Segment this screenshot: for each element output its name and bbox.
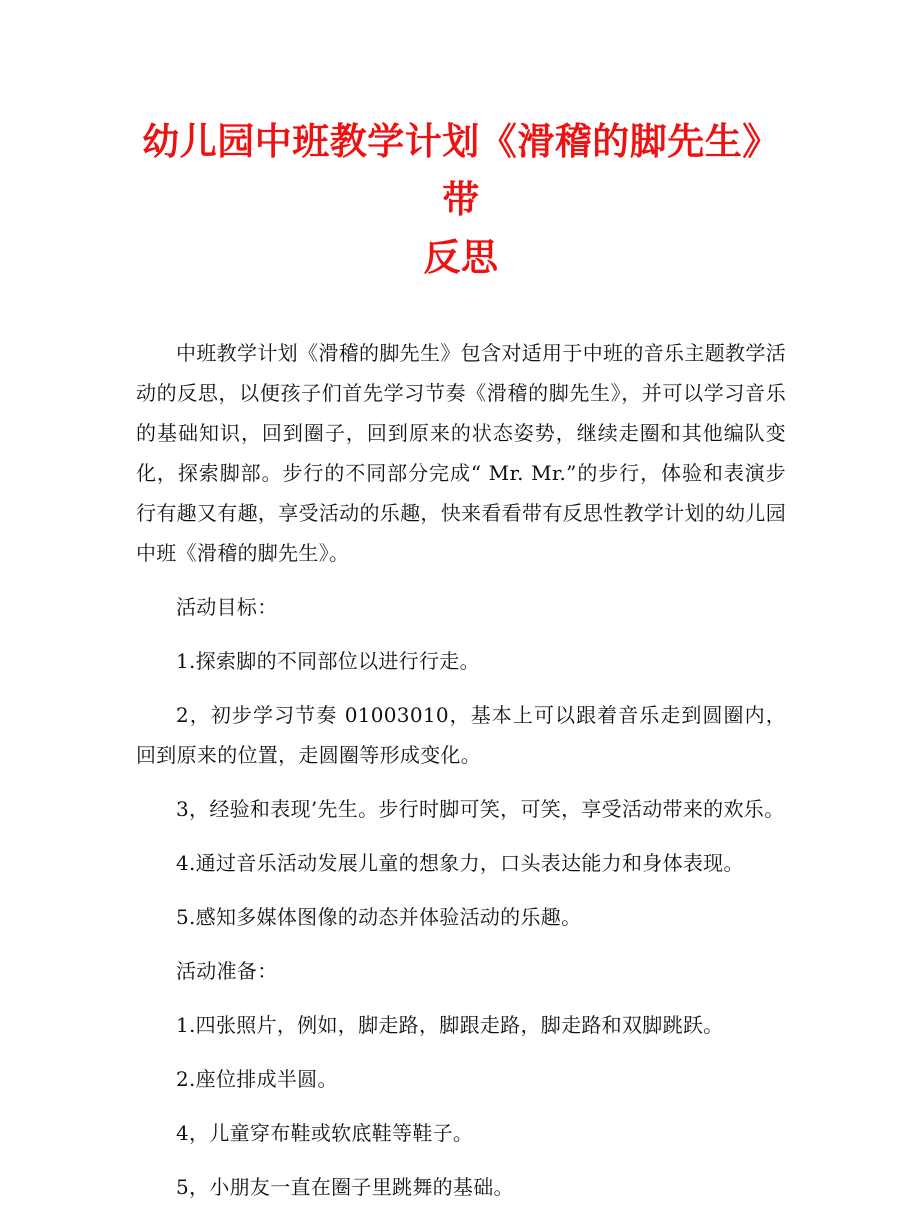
title-line-2: 反思 xyxy=(423,235,499,279)
goal-item: 4.通过音乐活动发展儿童的想象力，口头表达能力和身体表现。 xyxy=(176,851,744,875)
goal-item: 3，经验和表现’先生。步行时脚可笑，可笑，享受活动带来的欢乐。 xyxy=(176,797,785,821)
goal-item: 2，初步学习节奏 01003010，基本上可以跟着音乐走到圆圈内，回到原来的位置，走圆圈等形成变化。 xyxy=(136,703,786,767)
goal-item: 1.探索脚的不同部位以进行行走。 xyxy=(176,649,480,673)
goals-heading: 活动目标： xyxy=(176,595,278,619)
title-line-1: 幼儿园中班教学计划《滑稽的脚先生》带 xyxy=(142,119,780,221)
intro-paragraph: 中班教学计划《滑稽的脚先生》包含对适用于中班的音乐主题教学活动的反思，以便孩子们首先学习节奏《滑稽的脚先生》，并可以学习音乐的基础知识，回到圈子，回到原来的状态姿势，继续走圈和其他编队变化，探索脚部。步行的不同部分完成“ Mr. Mr.”的步行，体验和表演步行有趣又有趣，享受活动的乐趣，快来看看带有反思性教学计划的幼儿园中班《滑稽的脚先生》。 xyxy=(136,341,786,565)
goal-item: 5.感知多媒体图像的动态并体验活动的乐趣。 xyxy=(176,905,582,929)
prep-item: 2.座位排成半圆。 xyxy=(176,1067,338,1091)
prep-item: 1.四张照片，例如，脚走路，脚跟走路，脚走路和双脚跳跃。 xyxy=(176,1013,724,1037)
prep-heading: 活动准备： xyxy=(176,959,278,983)
prep-item: 4，儿童穿布鞋或软底鞋等鞋子。 xyxy=(176,1121,474,1145)
document-body xyxy=(136,333,786,1207)
document-title xyxy=(136,112,786,286)
prep-item: 5，小朋友一直在圈子里跳舞的基础。 xyxy=(176,1175,514,1199)
